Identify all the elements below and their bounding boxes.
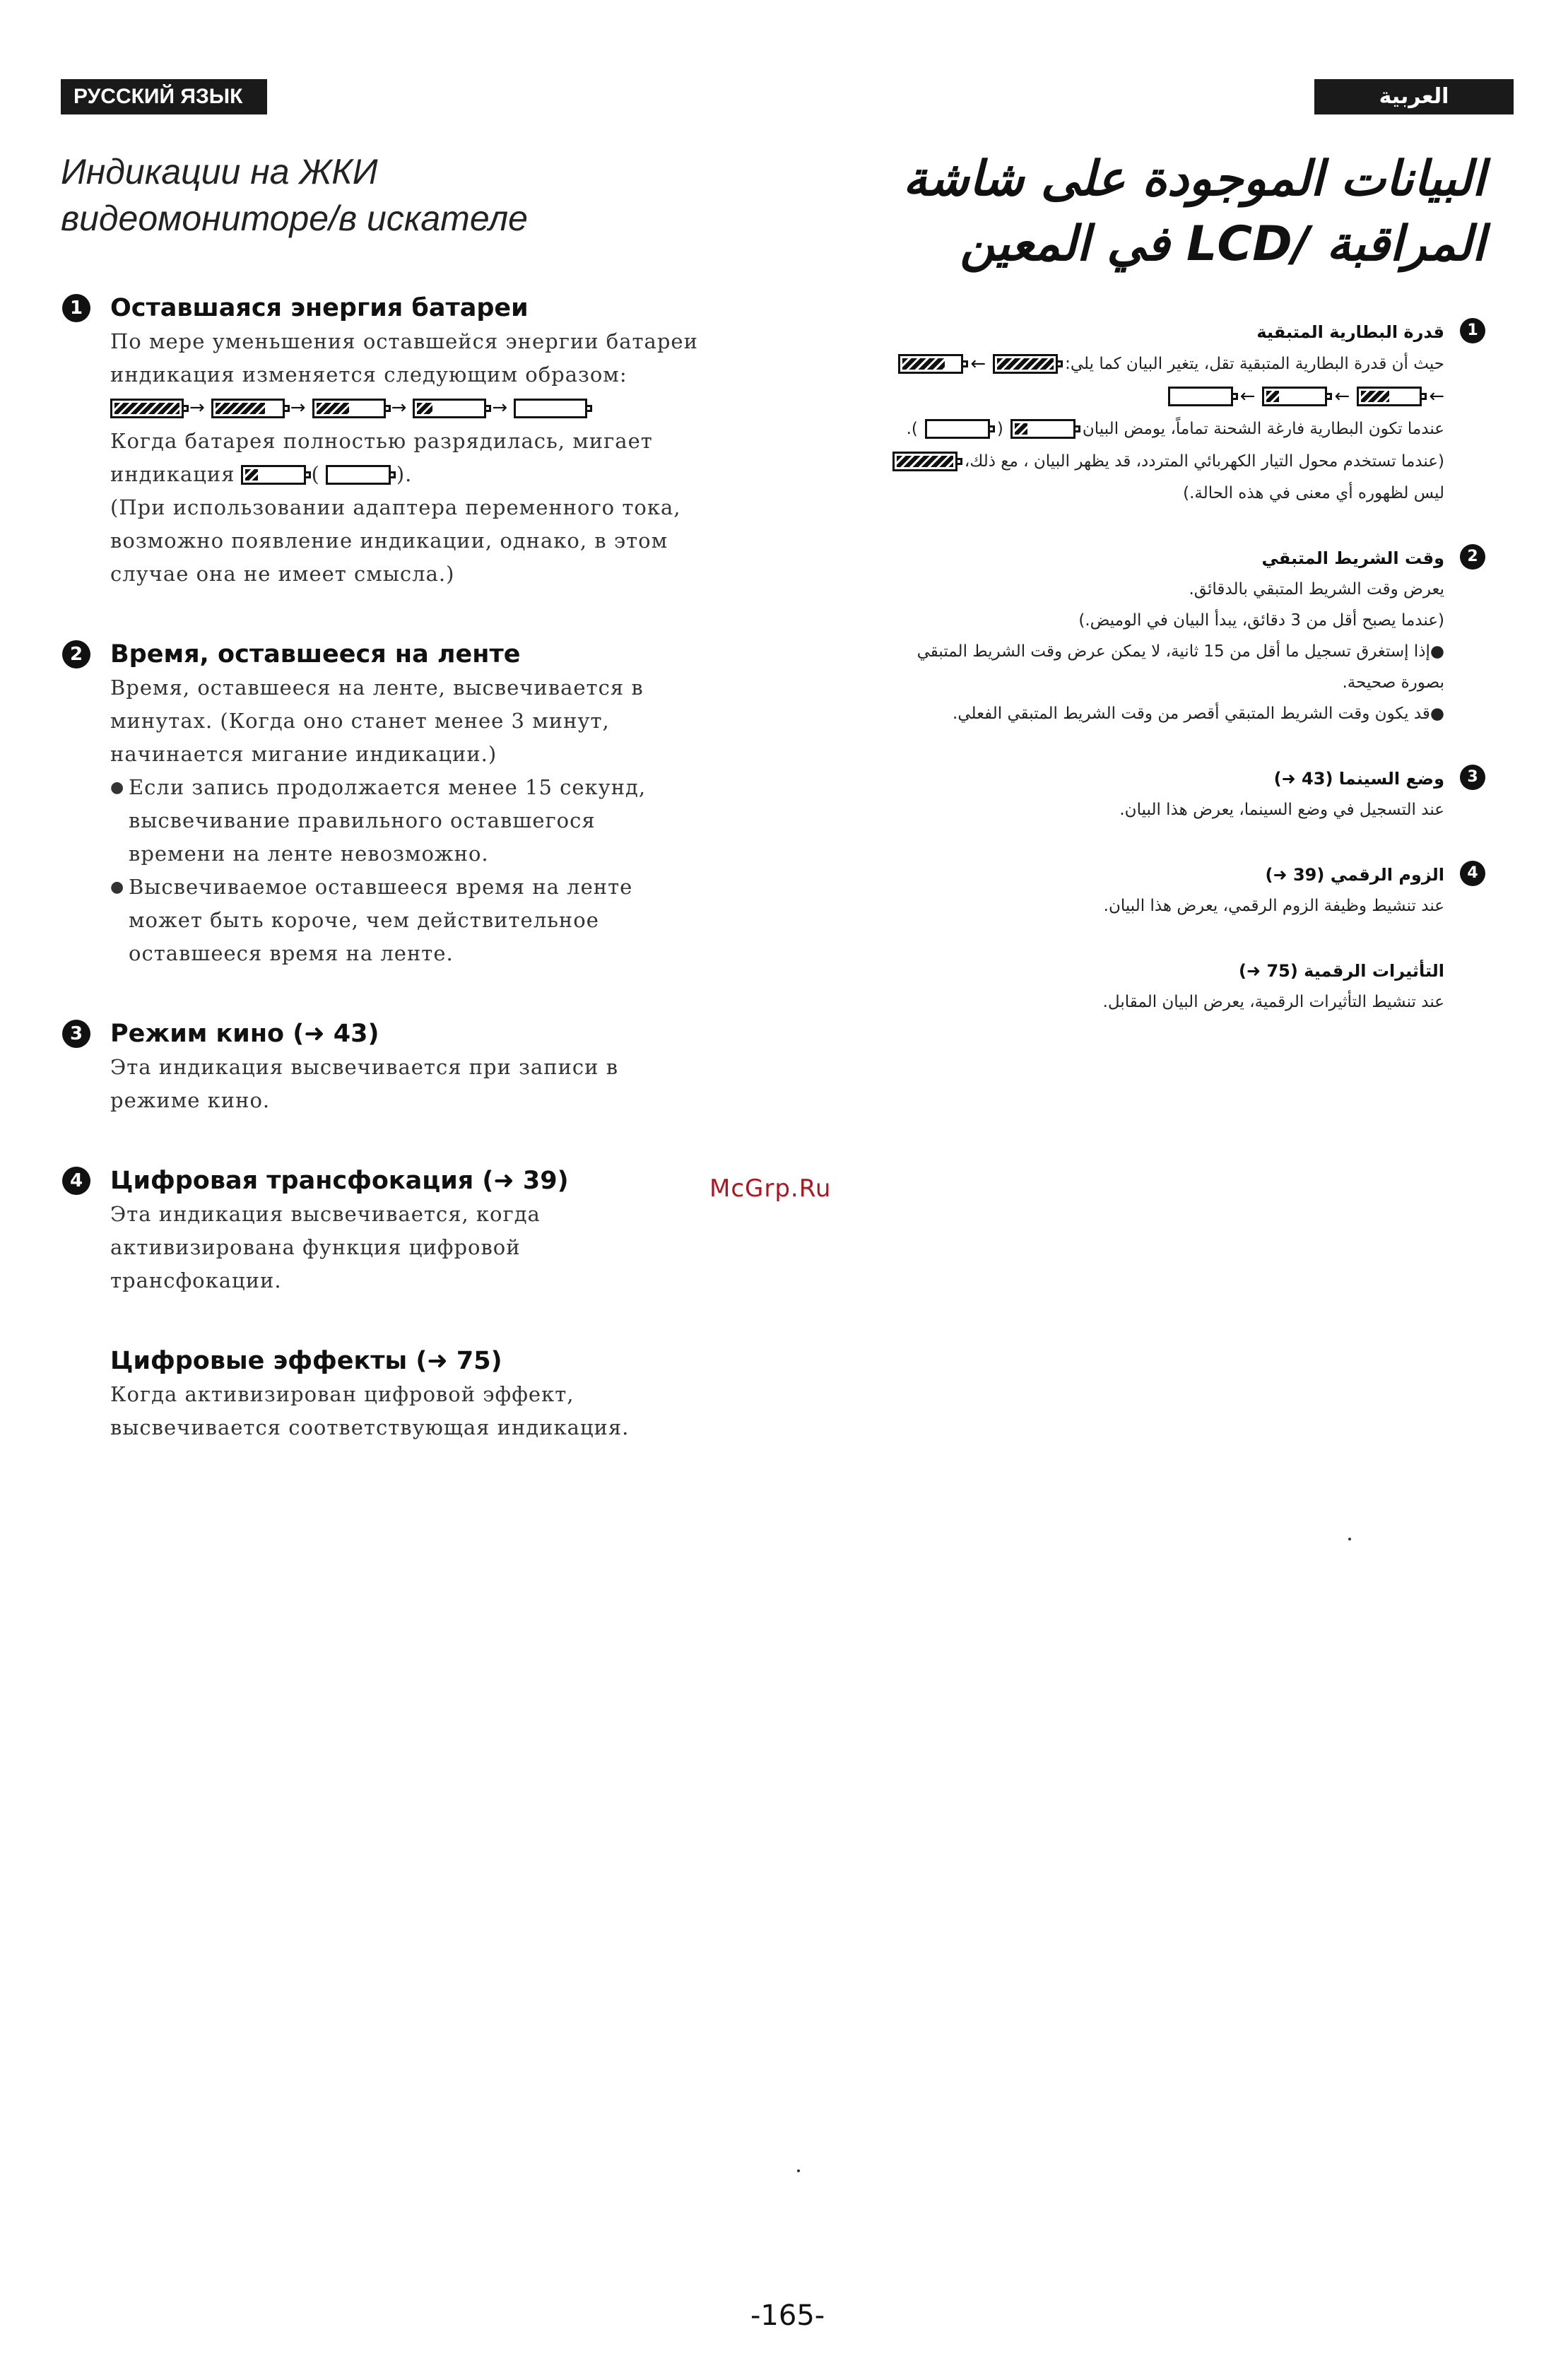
bullet-item: [110, 871, 753, 970]
ar-section-text: [834, 574, 1444, 729]
ar-section-digital-effects: [834, 955, 1485, 1018]
arrow-right-icon: →: [391, 397, 408, 418]
battery-half-icon: [312, 399, 386, 418]
section-number-badge: 1: [62, 294, 90, 322]
ar-section-heading: التأثيرات الرقمية (75 ➜): [1239, 961, 1444, 981]
section-number-badge: 3: [1460, 765, 1485, 790]
ar-section-text: [834, 348, 1444, 509]
ru-section-digital-zoom: [61, 1164, 753, 1297]
ru-section-heading: Оставшаяся энергия батареи: [110, 294, 529, 322]
text-line: Эта индикация высвечивается, когда: [110, 1202, 541, 1226]
text-line: случае она не имеет смысла.): [110, 562, 455, 586]
battery-low-icon: [241, 465, 306, 485]
ac-adaptor-note-row: [834, 445, 1444, 478]
battery-low-icon: [1010, 419, 1075, 439]
open-paren: (: [311, 462, 320, 486]
ru-section-battery: [61, 291, 753, 591]
ar-section-digital-zoom: [834, 859, 1485, 921]
ar-section-heading: وضع السينما (43 ➜): [1273, 769, 1444, 789]
text-line: индикация: [110, 462, 235, 486]
arabic-column: [834, 147, 1485, 1051]
ar-section-cinema-mode: [834, 763, 1485, 825]
russian-language-tab: РУССКИЙ ЯЗЫК: [61, 79, 267, 114]
battery-full-icon: [993, 354, 1058, 374]
text-line: (При использовании адаптера переменного тока,: [110, 495, 681, 519]
ru-section-heading: Цифровая трансфокация (➜ 39): [110, 1167, 569, 1195]
ar-section-battery: [834, 317, 1485, 509]
text-line: режиме кино.: [110, 1088, 271, 1112]
arabic-title-line-1: البيانات الموجودة على شاشة: [902, 151, 1485, 207]
ar-section-text: عند التسجيل في وضع السينما، يعرض هذا البيان.: [1119, 801, 1444, 819]
section-number-badge: 1: [1460, 318, 1485, 343]
text-line: времени на ленте невозможно.: [129, 842, 489, 866]
battery-three-quarter-icon: [211, 399, 285, 418]
text-line: высвечивание правильного оставшегося: [129, 808, 596, 832]
battery-empty-icon: [326, 465, 391, 485]
battery-low-icon: [413, 399, 486, 418]
battery-indicator-sequence: [110, 391, 753, 425]
text-line: ● Если запись продолжается менее 15 секунд,: [129, 775, 647, 799]
stray-dot: [1348, 1538, 1351, 1540]
ar-section-heading: وقت الشريط المتبقي: [1261, 548, 1444, 568]
text-line: (عندما يصبح أقل من 3 دقائق، يبدأ البيان في الوميض.): [1078, 611, 1444, 630]
ru-section-heading: Цифровые эффекты (➜ 75): [110, 1347, 502, 1375]
text-line: оставшееся время на ленте.: [129, 941, 454, 965]
arabic-page-title: [834, 147, 1485, 277]
text-line: возможно появление индикации, однако, в этом: [110, 529, 668, 553]
arrow-right-icon: →: [189, 397, 206, 418]
battery-empty-icon: [1168, 387, 1233, 406]
watermark-text: McGrp.Ru: [709, 1174, 832, 1203]
text-line: может быть короче, чем действительное: [129, 908, 599, 932]
ar-section-text: عند تنشيط وظيفة الزوم الرقمي، يعرض هذا البيان.: [1103, 897, 1444, 915]
text-line: يعرض وقت الشريط المتبقي بالدقائق.: [1189, 580, 1444, 599]
battery-indicator-sequence-cont: [834, 380, 1444, 413]
open-paren: (: [996, 420, 1003, 438]
empty-battery-indicator-row: [834, 413, 1444, 445]
bullet-item: [834, 698, 1444, 729]
russian-column: [61, 148, 753, 1491]
battery-full-icon: [892, 452, 957, 471]
battery-empty-icon: [514, 399, 587, 418]
text-line: (عندما تستخدم محول التيار الكهربائي المتردد، قد يظهر البيان ، مع ذلك،: [964, 452, 1444, 471]
arrow-right-icon: →: [492, 397, 509, 418]
section-number-badge: 2: [1460, 544, 1485, 570]
ru-section-text: [110, 1378, 753, 1444]
battery-low-icon: [1262, 387, 1327, 406]
russian-title-line-2: видеомониторе/в искателе: [61, 199, 528, 238]
text-line: По мере уменьшения оставшейся энергии батареи: [110, 329, 698, 353]
empty-battery-indicator-row: [110, 458, 753, 491]
ru-section-heading: Режим кино (➜ 43): [110, 1020, 379, 1048]
text-line: عندما تكون البطارية فارغة الشحنة تماماً، يومض البيان: [1082, 420, 1444, 438]
text-line: ليس لظهوره أي معنى في هذه الحالة.): [1183, 484, 1444, 502]
section-number-badge: 2: [62, 640, 90, 668]
battery-full-icon: [110, 399, 184, 418]
text-line: индикация изменяется следующим образом:: [110, 363, 627, 387]
arrow-right-icon: →: [290, 397, 307, 418]
battery-half-icon: [1357, 387, 1422, 406]
text-line: Время, оставшееся на ленте, высвечивается в: [110, 676, 644, 700]
battery-indicator-sequence: [834, 348, 1444, 380]
text-line: начинается мигание индикации.): [110, 742, 497, 766]
bullet-item: [834, 636, 1444, 698]
ar-section-tape-time: [834, 543, 1485, 729]
russian-page-title: [61, 148, 753, 242]
ru-section-text: [110, 325, 753, 591]
text-line: высвечивается соответствующая индикация.: [110, 1415, 630, 1439]
russian-title-line-1: Индикации на ЖКИ: [61, 152, 378, 192]
arrow-left-icon: ←: [1239, 386, 1256, 407]
ru-section-text: [110, 1051, 753, 1117]
arrow-left-icon: ←: [970, 353, 986, 375]
text-line: Когда батарея полностью разрядилась, мигает: [110, 429, 653, 453]
page-number: -165-: [750, 2299, 825, 2332]
ru-section-tape-time: [61, 637, 753, 970]
text-line: بصورة صحيحة.: [1342, 673, 1444, 692]
battery-empty-icon: [925, 419, 990, 439]
arabic-title-line-2: المراقبة /LCD في المعين: [960, 216, 1485, 272]
ru-section-heading: Время, оставшееся на ленте: [110, 640, 521, 668]
ar-section-heading: قدرة البطارية المتبقية: [1256, 322, 1444, 342]
text-line: حيث أن قدرة البطارية المتبقية تقل، يتغير البيان كما يلي:: [1065, 355, 1444, 373]
ar-section-text: عند تنشيط التأثيرات الرقمية، يعرض البيان المقابل.: [1102, 993, 1444, 1011]
text-line: трансфокации.: [110, 1268, 282, 1292]
battery-three-quarter-icon: [898, 354, 963, 374]
text-line: ●إذا إستغرق تسجيل ما أقل من 15 ثانية، لا يمكن عرض وقت الشريط المتبقي: [916, 642, 1444, 661]
text-line: ●قد يكون وقت الشريط المتبقي أقصر من وقت الشريط المتبقي الفعلي.: [952, 705, 1444, 723]
close-paren: ).: [396, 462, 413, 486]
ru-section-text: [110, 671, 753, 970]
arabic-language-tab: العربية: [1314, 79, 1514, 114]
ru-section-cinema-mode: [61, 1017, 753, 1117]
text-line: ● Высвечиваемое оставшееся время на ленте: [129, 875, 633, 899]
text-line: Когда активизирован цифровой эффект,: [110, 1382, 574, 1406]
text-line: Эта индикация высвечивается при записи в: [110, 1055, 619, 1079]
arrow-left-icon: ←: [1334, 386, 1350, 407]
arrow-left-icon: ←: [1429, 386, 1444, 407]
ar-section-heading: الزوم الرقمي (39 ➜): [1265, 865, 1444, 885]
section-number-badge: 4: [1460, 861, 1485, 886]
ru-section-text: [110, 1198, 753, 1297]
section-number-badge: 4: [62, 1167, 90, 1195]
ru-section-digital-effects: [61, 1344, 753, 1444]
text-line: активизирована функция цифровой: [110, 1235, 521, 1259]
bullet-item: [110, 771, 753, 871]
text-line: минутах. (Когда оно станет менее 3 минут,: [110, 709, 610, 733]
stray-dot: [797, 2169, 800, 2172]
section-number-badge: 3: [62, 1020, 90, 1048]
close-paren: ).: [906, 420, 918, 438]
